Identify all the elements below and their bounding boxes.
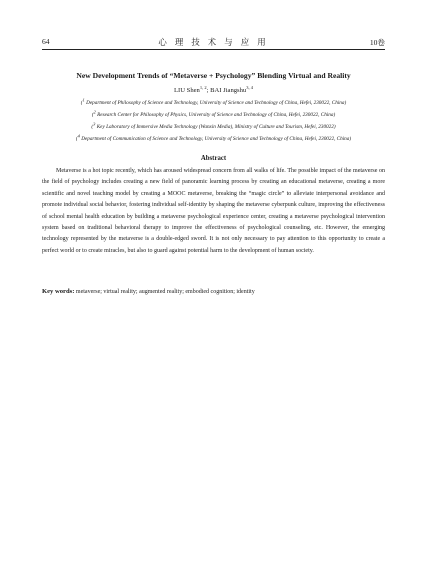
keywords-line: [42, 288, 385, 295]
affiliation-text: Research Center for Philosophy of Physics, University of Science and Technology of China, Hefei, 230022, China: [97, 112, 334, 118]
affiliation-mark: 3: [93, 121, 96, 127]
affiliation: ($^3$ Key Laboratory of Immersive Media Technology (Wanxin Media), Ministry of Culture and Tourism, Hefei, 230022): [91, 121, 336, 130]
author-name: BAI Jiangshu: [210, 87, 247, 94]
affiliation-text: Department of Philosophy of Science and Technology, University of Science and Technology of China, Hefei, 230022, China: [86, 100, 345, 106]
keywords-text: metaverse; virtual reality; augmented reality; embodied cognition; identity: [75, 289, 255, 295]
author-separator: ;: [206, 87, 209, 94]
abstract-body: Metaverse is a hot topic recently, which has aroused widespread concern from all walks of life. The possible impact of the metaverse on the field of psychology includes creating a new field of panoramic learning process by creating an educational metaverse, creating a more scientific and novel teaching model by creating a MOOC metaverse, breaking the “magic circle” to alleviate interpersonal avoidance and promote individual social behavior, fostering individual self-identity by shaping the metaverse cyberpunk culture, improving the effectiveness of school mental health education by building a metaverse psychological experience center, creating a metaverse psychological intervention system based on traditional behavioral therapy to improve the effectiveness of psychological counseling, etc. However, the emerging technology represented by the metaverse is a double-edged sword. It is not only necessary to pay attention to this opportunity to create a perfect world or to create miracles, but also to guard against potential harm to the development of human society.: [42, 168, 385, 254]
affiliation-mark: 1: [82, 97, 85, 103]
affiliation-text: Department of Communication of Science and Technology, University of Science and Technology of China, Hefei, 230022, China: [81, 136, 350, 142]
article-title: New Development Trends of “Metaverse + Psychology” Blending Virtual and Reality: [76, 71, 351, 80]
journal-name: 心 理 技 术 与 应 用: [158, 38, 269, 47]
affiliation-mark: 4: [77, 133, 80, 139]
affiliation-mark: 2: [93, 109, 96, 115]
keywords-label: Key words:: [42, 288, 75, 295]
author-affiliation-mark: 3, 4: [246, 84, 253, 90]
author-name: LIU Shen: [174, 87, 200, 94]
affiliation-text: Key Laboratory of Immersive Media Technology (Wanxin Media), Ministry of Culture and Tourism, Hefei, 230022: [96, 124, 334, 130]
volume-label: 10卷: [369, 38, 385, 47]
running-header: [42, 36, 385, 50]
author-line: [30, 84, 397, 94]
author-affiliation-mark: 1, 2: [199, 84, 207, 90]
affiliation: ($^2$ Research Center for Philosophy of Physics, University of Science and Technology of China, Hefei, 230022, China): [91, 109, 336, 118]
affiliation: ($^4$ Department of Communication of Science and Technology, University of Science and Technology of China, Hefei, 230022, China): [75, 133, 352, 142]
abstract-heading: Abstract: [200, 155, 227, 162]
page-number: 64: [42, 37, 50, 46]
affiliation: ($^1$ Department of Philosophy of Science and Technology, University of Science and Technology of China, Hefei, 230022, China): [80, 97, 347, 106]
